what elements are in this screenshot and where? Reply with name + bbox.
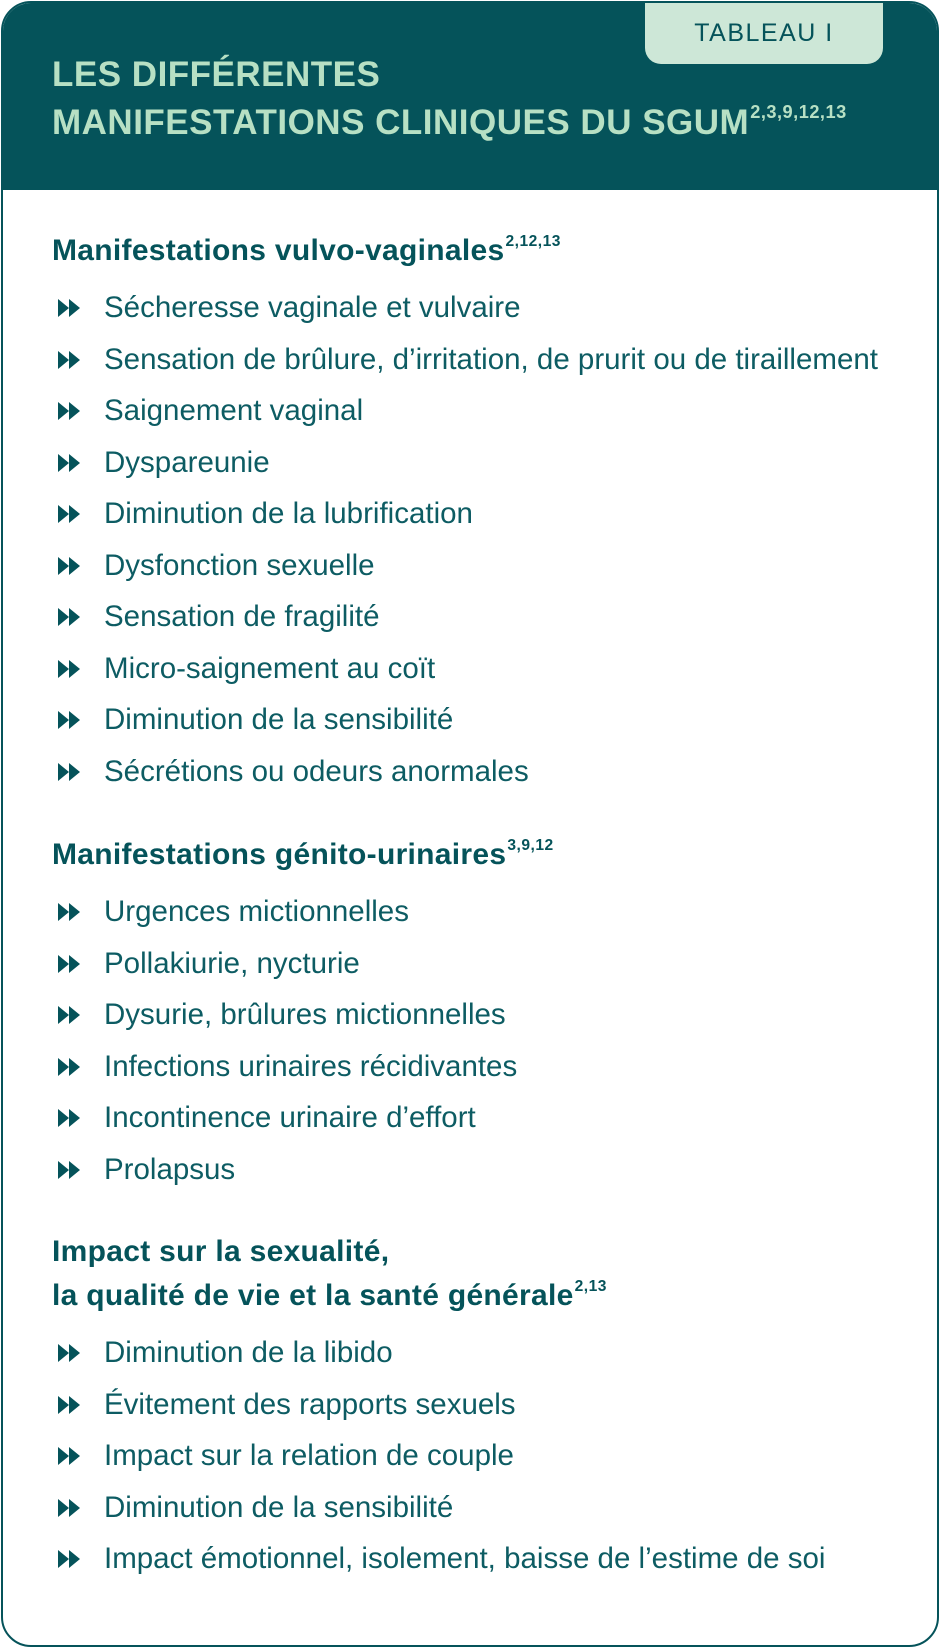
- list-item: [52, 1482, 917, 1534]
- double-chevron-right-icon: [58, 402, 82, 420]
- list-item: [52, 1379, 917, 1431]
- double-chevron-right-icon: [58, 1499, 82, 1517]
- list-item-text: Dysfonction sexuelle: [104, 548, 375, 582]
- double-chevron-right-icon: [58, 1058, 82, 1076]
- section-title-text: Impact sur la sexualité,: [52, 1235, 390, 1268]
- section-sexuality-impact: [52, 1230, 917, 1585]
- list-item-text: Évitement des rapports sexuels: [104, 1387, 516, 1421]
- section-title-text: Manifestations vulvo-vaginales: [52, 234, 505, 267]
- list-item-text: Micro-saignement au coït: [104, 651, 436, 685]
- double-chevron-right-icon: [58, 955, 82, 973]
- section-title-references: 2,12,13: [505, 232, 561, 250]
- table-header: [3, 3, 937, 190]
- double-chevron-right-icon: [58, 711, 82, 729]
- double-chevron-right-icon: [58, 299, 82, 317]
- list-item-text: Urgences mictionnelles: [104, 895, 409, 928]
- list-item: [52, 1041, 917, 1093]
- section-title: [52, 229, 917, 278]
- section-item-list: [52, 1327, 917, 1585]
- double-chevron-right-icon: [58, 660, 82, 678]
- list-item-text: Pollakiurie, nycturie: [104, 946, 360, 980]
- section-item-list: [52, 886, 917, 1195]
- list-item: [52, 591, 917, 643]
- list-item-text: Diminution de la sensibilité: [104, 1490, 454, 1524]
- section-title-line: [52, 833, 917, 882]
- list-item: [52, 282, 917, 334]
- table-title: [52, 51, 847, 152]
- section-vulvo-vaginal: [52, 229, 917, 797]
- list-item: [52, 989, 917, 1041]
- section-genito-urinary: [52, 833, 917, 1195]
- table-title-line-1: LES DIFFÉRENTES: [52, 55, 381, 94]
- list-item: [52, 385, 917, 437]
- table-title-line-2-text: MANIFESTATIONS CLINIQUES DU SGUM: [52, 103, 750, 142]
- table-number-label: TABLEAU I: [694, 19, 834, 47]
- double-chevron-right-icon: [58, 454, 82, 472]
- double-chevron-right-icon: [58, 1109, 82, 1127]
- list-item-text: Prolapsus: [104, 1152, 236, 1186]
- section-title: [52, 1230, 917, 1323]
- list-item: [52, 746, 917, 798]
- double-chevron-right-icon: [58, 1550, 82, 1568]
- list-item-text: Sécrétions ou odeurs anormales: [104, 754, 529, 788]
- list-item-text: Impact sur la relation de couple: [104, 1439, 514, 1472]
- list-item-text: Infections urinaires récidivantes: [104, 1049, 518, 1083]
- table-card: [1, 1, 939, 1647]
- double-chevron-right-icon: [58, 608, 82, 626]
- section-title-line: [52, 1230, 917, 1274]
- list-item-text: Sensation de fragilité: [104, 600, 380, 633]
- list-item: [52, 886, 917, 938]
- section-title-text: Manifestations génito-urinaires: [52, 838, 507, 871]
- list-item: [52, 643, 917, 695]
- list-item-text: Diminution de la lubrification: [104, 497, 473, 530]
- section-title: [52, 833, 917, 882]
- double-chevron-right-icon: [58, 351, 82, 369]
- double-chevron-right-icon: [58, 763, 82, 781]
- list-item-text: Incontinence urinaire d’effort: [104, 1101, 476, 1134]
- list-item: [52, 540, 917, 592]
- list-item: [52, 1327, 917, 1379]
- list-item-text: Dysurie, brûlures mictionnelles: [104, 998, 506, 1031]
- section-title-text: la qualité de vie et la santé générale: [52, 1279, 574, 1312]
- list-item: [52, 488, 917, 540]
- double-chevron-right-icon: [58, 1447, 82, 1465]
- double-chevron-right-icon: [58, 505, 82, 523]
- list-item: [52, 1144, 917, 1196]
- section-title-line: [52, 229, 917, 278]
- section-title-references: 3,9,12: [507, 836, 554, 854]
- list-item: [52, 694, 917, 746]
- section-title-line: [52, 1274, 917, 1323]
- double-chevron-right-icon: [58, 557, 82, 575]
- double-chevron-right-icon: [58, 903, 82, 921]
- list-item: [52, 334, 917, 386]
- list-item: [52, 1430, 917, 1482]
- list-item-text: Saignement vaginal: [104, 394, 364, 427]
- list-item: [52, 437, 917, 489]
- double-chevron-right-icon: [58, 1161, 82, 1179]
- double-chevron-right-icon: [58, 1006, 82, 1024]
- section-title-references: 2,13: [574, 1277, 607, 1295]
- list-item-text: Sensation de brûlure, d’irritation, de prurit ou de tiraillement: [104, 342, 878, 376]
- list-item: [52, 938, 917, 990]
- double-chevron-right-icon: [58, 1344, 82, 1362]
- table-title-references: 2,3,9,12,13: [750, 101, 847, 122]
- table-title-line-2: [52, 99, 847, 152]
- list-item-text: Diminution de la libido: [104, 1336, 393, 1369]
- list-item-text: Impact émotionnel, isolement, baisse de l’estime de soi: [104, 1542, 826, 1575]
- section-item-list: [52, 282, 917, 797]
- list-item: [52, 1533, 917, 1585]
- list-item: [52, 1092, 917, 1144]
- double-chevron-right-icon: [58, 1396, 82, 1414]
- list-item-text: Sécheresse vaginale et vulvaire: [104, 291, 521, 324]
- list-item-text: Diminution de la sensibilité: [104, 703, 454, 736]
- list-item-text: Dyspareunie: [104, 445, 270, 479]
